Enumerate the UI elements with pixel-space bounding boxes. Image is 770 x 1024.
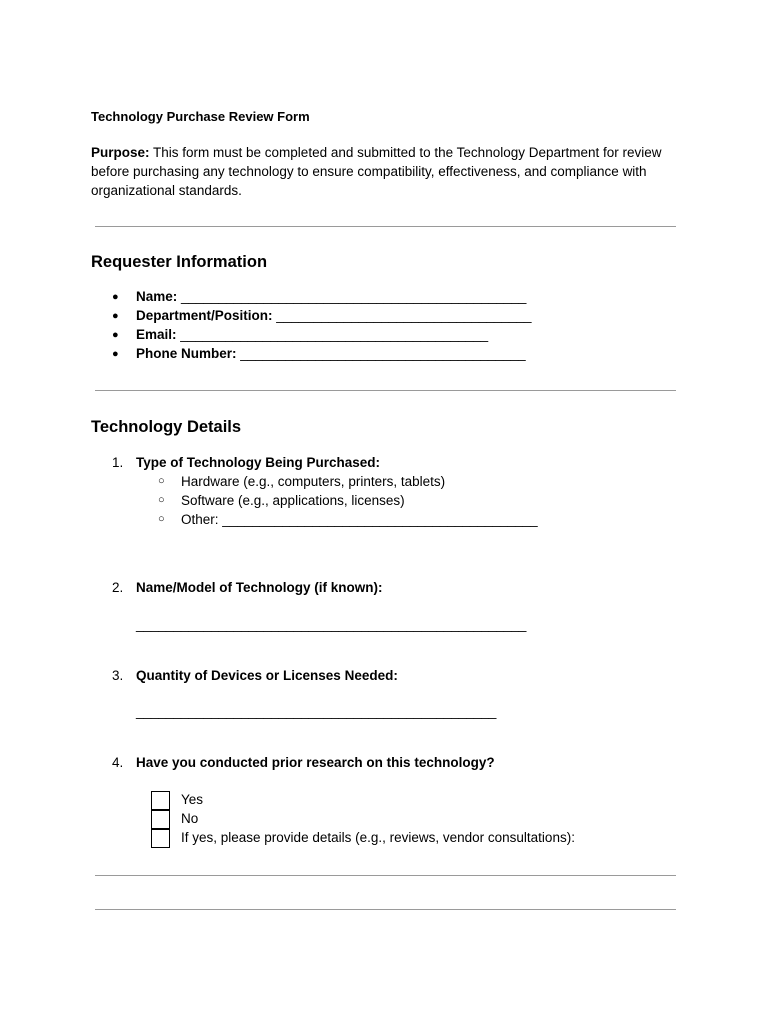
bullet-icon: ● (112, 310, 119, 322)
question-number: 3. (112, 668, 124, 683)
bullet-icon: ● (112, 329, 119, 341)
name-field[interactable] (136, 289, 526, 304)
divider (95, 226, 676, 227)
bullet-icon: ● (112, 348, 119, 360)
no-checkbox[interactable] (151, 810, 170, 829)
department-field[interactable] (136, 308, 532, 323)
question-number: 2. (112, 580, 124, 595)
field-label: Name: (136, 289, 178, 304)
blank-line: __________________________________ (276, 308, 532, 323)
technology-heading: Technology Details (91, 418, 242, 436)
option-details-label: If yes, please provide details (e.g., reviews, vendor consultations): (181, 830, 575, 845)
name-model-answer-line[interactable]: ____________________________________________________ (136, 617, 527, 632)
details-checkbox[interactable] (151, 829, 170, 848)
purpose-paragraph (91, 143, 691, 200)
bullet-icon: ● (112, 291, 119, 303)
form-title: Technology Purchase Review Form (91, 109, 310, 124)
details-answer-line[interactable] (95, 909, 676, 910)
phone-field[interactable] (136, 346, 526, 361)
purpose-text: This form must be completed and submitted to the Technology Department for review before purchasing any technology to ensure compatibility, effectiveness, and compliance with organizational standards. (91, 145, 662, 198)
circle-bullet-icon: ○ (158, 475, 165, 487)
field-label: Department/Position: (136, 308, 273, 323)
question-number: 4. (112, 755, 124, 770)
question-number: 1. (112, 455, 124, 470)
question-research-label: Have you conducted prior research on this technology? (136, 755, 495, 770)
question-quantity-label: Quantity of Devices or Licenses Needed: (136, 668, 398, 683)
field-label: Email: (136, 327, 177, 342)
purpose-label: Purpose: (91, 145, 150, 160)
yes-checkbox[interactable] (151, 791, 170, 810)
field-label: Phone Number: (136, 346, 237, 361)
quantity-answer-line[interactable]: ________________________________________________ (136, 704, 497, 719)
blank-line: _________________________________________ (180, 327, 489, 342)
option-yes-label: Yes (181, 792, 204, 807)
email-field[interactable] (136, 327, 488, 342)
divider (95, 390, 676, 391)
requester-heading: Requester Information (91, 253, 268, 271)
option-no-label: No (181, 811, 199, 826)
option-hardware[interactable]: Hardware (e.g., computers, printers, tablets) (181, 474, 446, 489)
circle-bullet-icon: ○ (158, 494, 165, 506)
option-software[interactable]: Software (e.g., applications, licenses) (181, 493, 405, 508)
blank-line: ______________________________________ (240, 346, 526, 361)
question-type-label: Type of Technology Being Purchased: (136, 455, 381, 470)
option-other[interactable]: Other: __________________________________________ (181, 512, 538, 527)
blank-line: ______________________________________________ (181, 289, 527, 304)
question-name-model-label: Name/Model of Technology (if known): (136, 580, 383, 595)
circle-bullet-icon: ○ (158, 513, 165, 525)
details-answer-line[interactable] (95, 875, 676, 876)
